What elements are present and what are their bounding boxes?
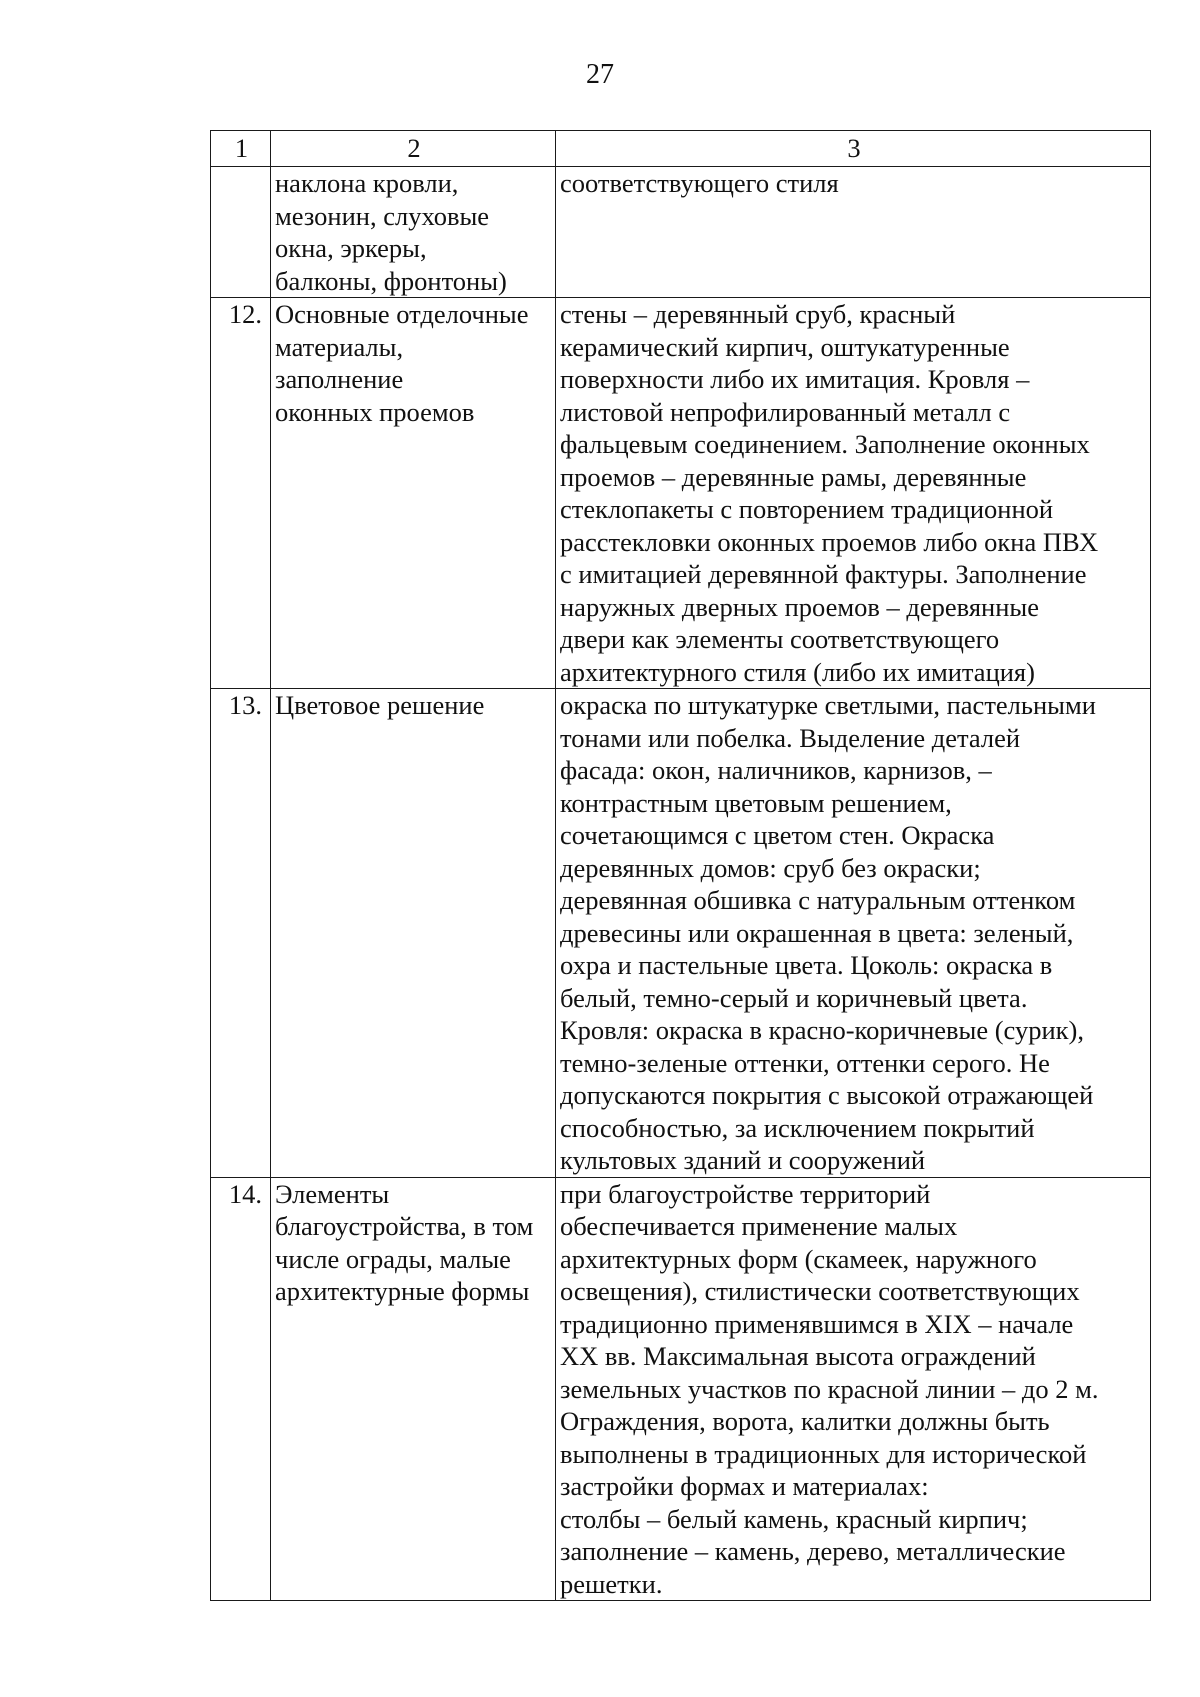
description-line: проемов – деревянные рамы, деревянные — [560, 461, 1027, 492]
row-number-cell: 14. — [211, 1177, 271, 1601]
description-line: темно-зеленые оттенки, оттенки серого. Не — [560, 1047, 1050, 1078]
description-line: способностью, за исключением покрытий — [560, 1112, 1035, 1143]
description-line: традиционно применявшимся в XIX – начале — [560, 1308, 1074, 1339]
name-line: заполнение — [275, 364, 404, 394]
table-row — [211, 298, 1151, 689]
name-line: оконных проемов — [275, 396, 475, 427]
table-body — [211, 131, 1151, 1601]
row-number-cell: 12. — [211, 298, 271, 689]
row-name-cell — [271, 1177, 556, 1601]
description-line: белый, темно-серый и коричневый цвета. — [560, 982, 1028, 1013]
table-row — [211, 167, 1151, 298]
header-col-3: 3 — [556, 131, 1151, 167]
description-line: окраска по штукатурке светлыми, пастельными — [560, 690, 1096, 720]
row-description-cell — [556, 167, 1151, 298]
description-line: фасада: окон, наличников, карнизов, – — [560, 755, 992, 785]
description-line: стеклопакеты с повторением традиционной — [560, 494, 1054, 524]
name-line: архитектурные формы — [275, 1276, 530, 1306]
name-line: материалы, — [275, 331, 404, 362]
row-name-cell — [271, 689, 556, 1178]
description-line: контрастным цветовым решением, — [560, 787, 952, 818]
header-col-2: 2 — [271, 131, 556, 167]
description-line: культовых зданий и сооружений — [560, 1145, 926, 1175]
description-line: тонами или побелка. Выделение деталей — [560, 722, 1021, 753]
description-line: соответствующего стиля — [560, 168, 839, 198]
description-line: деревянных домов: сруб без окраски; — [560, 852, 981, 883]
description-line: листовой непрофилированный металл с — [560, 396, 1011, 427]
description-line: фальцевым соединением. Заполнение оконных — [560, 429, 1090, 459]
description-line: стены – деревянный сруб, красный — [560, 299, 956, 329]
description-line: решетки. — [560, 1568, 663, 1599]
name-line: Основные отделочные — [275, 299, 529, 329]
name-line: благоустройства, в том — [275, 1211, 534, 1241]
description-line: застройки формах и материалах: — [560, 1471, 929, 1501]
description-line: допускаются покрытия с высокой отражающей — [560, 1080, 1094, 1110]
description-line: при благоустройстве территорий — [560, 1178, 931, 1209]
description-line: деревянная обшивка с натуральным оттенком — [560, 885, 1076, 915]
description-line: земельных участков по красной линии – до 2 м. — [560, 1373, 1099, 1404]
description-line: поверхности либо их имитация. Кровля – — [560, 364, 1030, 394]
table-row — [211, 689, 1151, 1178]
description-line: архитектурного стиля (либо их имитация) — [560, 656, 1035, 687]
description-line: столбы – белый камень, красный кирпич; — [560, 1503, 1028, 1534]
name-line: Элементы — [275, 1178, 390, 1209]
name-line: числе ограды, малые — [275, 1243, 511, 1274]
name-line: Цветовое решение — [275, 690, 485, 720]
description-line: древесины или окрашенная в цвета: зеленый, — [560, 917, 1074, 948]
row-number-cell — [211, 167, 271, 298]
description-line: керамический кирпич, оштукатуренные — [560, 331, 1010, 362]
table-row — [211, 1177, 1151, 1601]
description-line: наружных дверных проемов – деревянные — [560, 591, 1039, 622]
row-number-cell: 13. — [211, 689, 271, 1178]
header-col-1: 1 — [211, 131, 271, 167]
description-line: Ограждения, ворота, калитки должны быть — [560, 1406, 1050, 1436]
description-line: Кровля: окраска в красно-коричневые (сурик), — [560, 1015, 1084, 1045]
description-line: освещения), стилистически соответствующих — [560, 1276, 1080, 1306]
row-description-cell — [556, 298, 1151, 689]
row-description-cell — [556, 689, 1151, 1178]
description-line: охра и пастельные цвета. Цоколь: окраска в — [560, 950, 1053, 980]
requirements-table — [210, 130, 1151, 1601]
page-number: 27 — [586, 59, 614, 90]
description-line: сочетающимся с цветом стен. Окраска — [560, 820, 995, 850]
row-name-cell — [271, 298, 556, 689]
description-line: обеспечивается применение малых — [560, 1211, 958, 1241]
description-line: архитектурных форм (скамеек, наружного — [560, 1243, 1037, 1274]
name-line: мезонин, слуховые — [275, 200, 490, 231]
description-line: заполнение – камень, дерево, металлические — [560, 1536, 1066, 1566]
description-line: выполнены в традиционных для исторической — [560, 1438, 1087, 1469]
description-line: расстекловки оконных проемов либо окна ПВХ — [560, 526, 1099, 557]
name-line: наклона кровли, — [275, 168, 459, 198]
row-description-cell — [556, 1177, 1151, 1601]
description-line: двери как элементы соответствующего — [560, 624, 1000, 654]
description-line: XX вв. Максимальная высота ограждений — [560, 1341, 1036, 1371]
row-name-cell — [271, 167, 556, 298]
table-header-row — [211, 131, 1151, 167]
description-line: с имитацией деревянной фактуры. Заполнение — [560, 559, 1087, 589]
name-line: балконы, фронтоны) — [275, 265, 507, 296]
name-line: окна, эркеры, — [275, 233, 427, 263]
